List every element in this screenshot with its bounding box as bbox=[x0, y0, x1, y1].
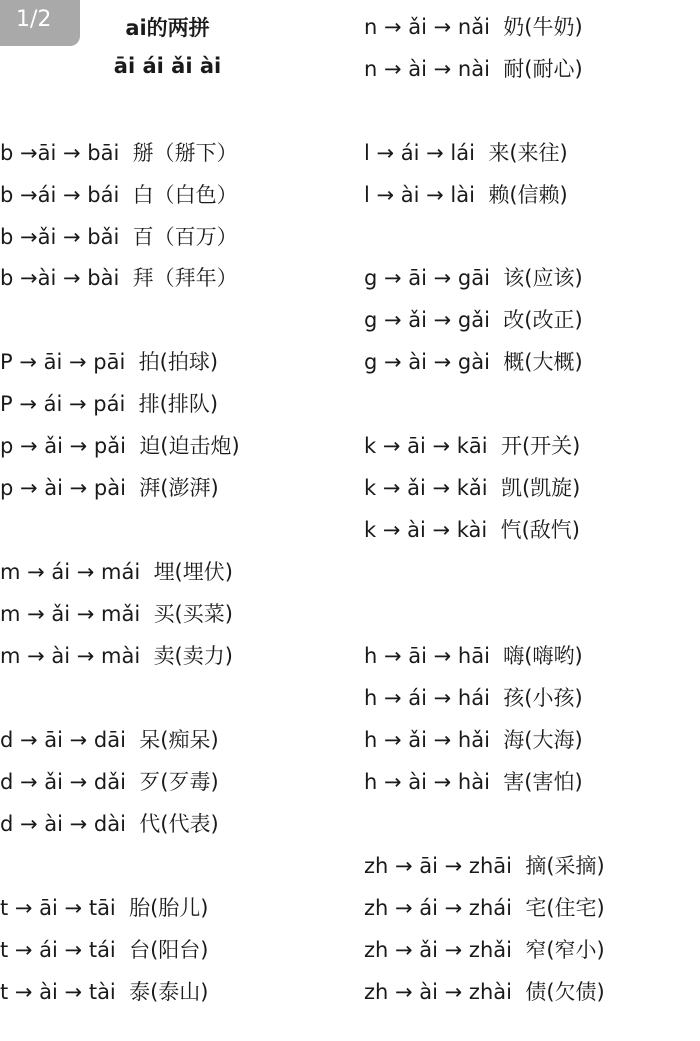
pinyin-row: d → āi → dāi 呆(痴呆) bbox=[0, 728, 219, 752]
pinyin-row: n → ài → nài 耐(耐心) bbox=[364, 57, 583, 81]
pinyin-row: m → ái → mái 埋(埋伏) bbox=[0, 560, 233, 584]
tone-list: āi ái ǎi ài bbox=[113, 54, 222, 78]
pinyin-row: g → āi → gāi 该(应该) bbox=[364, 266, 583, 290]
pinyin-row: k → ǎi → kǎi 凯(凯旋) bbox=[364, 476, 581, 500]
pinyin-row: b →āi → bāi 掰（掰下） bbox=[0, 141, 238, 165]
pinyin-row: m → ài → mài 卖(卖力) bbox=[0, 644, 233, 668]
pinyin-row: d → ǎi → dǎi 歹(歹毒) bbox=[0, 770, 219, 794]
pinyin-row: h → āi → hāi 嗨(嗨哟) bbox=[364, 644, 583, 668]
pinyin-row: P → ái → pái 排(排队) bbox=[0, 392, 219, 416]
pinyin-row: h → ái → hái 孩(小孩) bbox=[364, 686, 583, 710]
pinyin-row: h → ài → hài 害(害怕) bbox=[364, 770, 583, 794]
pinyin-row: l → ài → lài 赖(信赖) bbox=[364, 183, 568, 207]
pinyin-row: b →ái → bái 白（白色） bbox=[0, 183, 238, 207]
pinyin-row: k → āi → kāi 开(开关) bbox=[364, 434, 581, 458]
pinyin-row: g → ǎi → gǎi 改(改正) bbox=[364, 308, 583, 332]
page-number-badge: 1/2 bbox=[0, 0, 80, 46]
pinyin-row: P → āi → pāi 拍(拍球) bbox=[0, 350, 219, 374]
page-title: ai的两拼 bbox=[125, 16, 210, 40]
pinyin-row: h → ǎi → hǎi 海(大海) bbox=[364, 728, 583, 752]
pinyin-row: zh → ái → zhái 宅(住宅) bbox=[364, 896, 605, 920]
pinyin-row: b →ǎi → bǎi 百（百万） bbox=[0, 225, 238, 249]
pinyin-row: p → ǎi → pǎi 迫(迫击炮) bbox=[0, 434, 240, 458]
pinyin-row: k → ài → kài 忾(敌忾) bbox=[364, 518, 580, 542]
pinyin-row: zh → ǎi → zhǎi 窄(窄小) bbox=[364, 938, 605, 962]
pinyin-row: t → āi → tāi 胎(胎儿) bbox=[0, 896, 209, 920]
pinyin-row: l → ái → lái 来(来往) bbox=[364, 141, 568, 165]
pinyin-row: p → ài → pài 湃(澎湃) bbox=[0, 476, 219, 500]
pinyin-row: t → ái → tái 台(阳台) bbox=[0, 938, 209, 962]
pinyin-row: zh → ài → zhài 债(欠债) bbox=[364, 980, 605, 1004]
pinyin-row: b →ài → bài 拜（拜年） bbox=[0, 266, 238, 290]
pinyin-row: zh → āi → zhāi 摘(采摘) bbox=[364, 854, 605, 878]
pinyin-row: d → ài → dài 代(代表) bbox=[0, 812, 219, 836]
pinyin-row: m → ǎi → mǎi 买(买菜) bbox=[0, 602, 233, 626]
pinyin-row: g → ài → gài 概(大概) bbox=[364, 350, 583, 374]
pinyin-row: n → ǎi → nǎi 奶(牛奶) bbox=[364, 15, 583, 39]
pinyin-row: t → ài → tài 泰(泰山) bbox=[0, 980, 209, 1004]
